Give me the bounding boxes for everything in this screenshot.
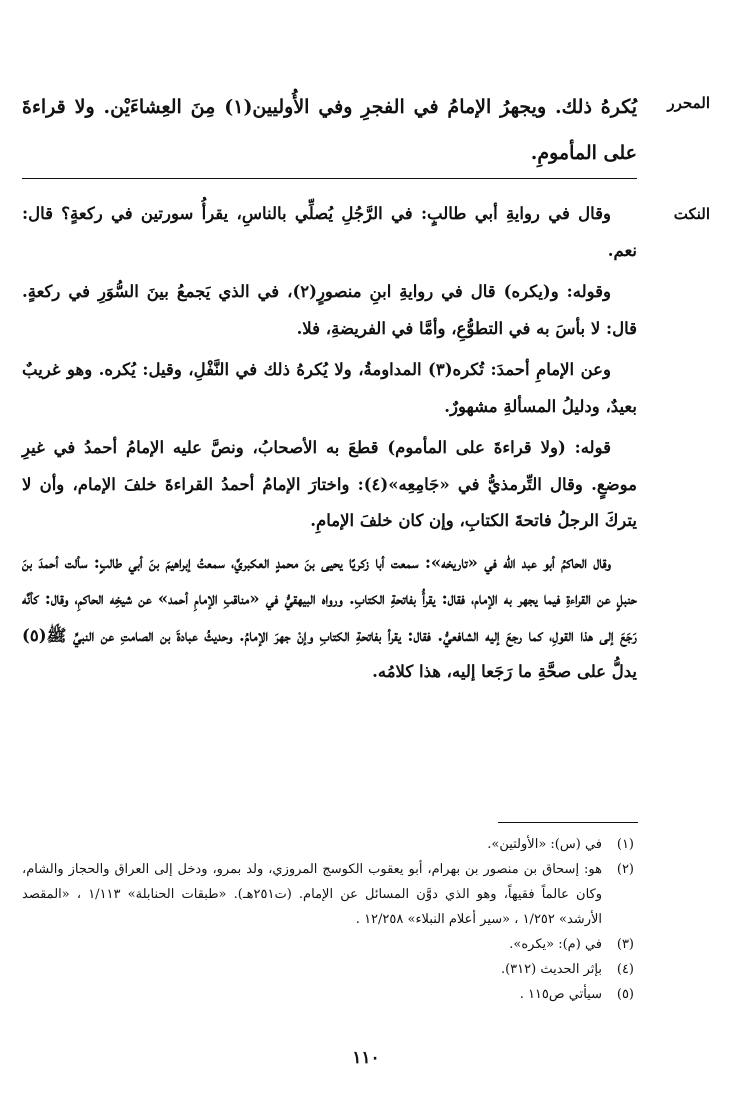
footnote-text: بإثر الحديث (٣١٢). <box>500 962 602 977</box>
footnote-divider <box>498 822 638 823</box>
footnote-item <box>22 832 634 857</box>
commentary-paragraph: وعن الإمامِ أحمدَ: تُكره(٣) المداومةُ، ولا يُكرهُ ذلك في النَّفْلِ، وقيل: يُكره. وهو غريبٌ بعيدٌ، ودليلُ المسألةِ مشهورٌ. <box>22 360 637 416</box>
footnote-text: سيأتي ص١١٥ . <box>519 987 602 1002</box>
footnote-text: في (م): «يكره». <box>509 937 602 952</box>
footnote-number: (٢) <box>616 862 634 877</box>
commentary-paragraph: وقال في روايةِ أبي طالبٍ: في الرَّجُلِ يُصلِّي بالناسِ، يقرأُ سورتين في ركعةٍ؟ قال: نعم. <box>22 204 637 260</box>
footnote-number: (١) <box>616 837 634 852</box>
commentary-paragraph: وقوله: و(يكره) قال في روايةِ ابنِ منصورٍ(٢)، في الذي يَجمعُ بينَ السُّوَرِ في ركعةٍ. قال: لا بأسَ به في التطوُّعِ، وأمَّا في الفريضةِ، فلا. <box>22 282 637 338</box>
commentary-paragraph: وقال الحاكمُ أبو عبد الله في «تاريخه»: سمعت أبا زكريًا يحيى بنَ محمدٍ العكبريَّ، سمعتُ إبراهيمَ بنَ أبي طالبٍ: سألت أحمدَ بنَ حنبلٍ عن القراءةِ فيما يجهر به الإمام، فقال: يقرأُ بفاتحةِ الكتابِ. ورواه البيهقيُّ في «مناقبِ الإمامِ أحمد» عن شيخِه الحاكمِ، وقال: كأنَّه رَجَعَ إلى هذا القولِ، كما رجعَ إليه الشافعيُّ. فقال: يقرأ بفاتحةِ الكتابِ وإنْ جهرَ الإمامُ. وحديثُ عبادةَ بن الصامتِ عن النبيِّ ﷺ(٥) يدلُّ على صحَّةِ ما رَجَعا إليه، هذا كلامُه. <box>22 552 637 681</box>
section-divider <box>22 178 637 179</box>
footnote-item <box>22 857 634 932</box>
footnote-text: في (س): «الأولتين». <box>487 837 602 852</box>
footnote-item <box>22 982 634 1007</box>
footnotes <box>22 832 634 1007</box>
footnote-text: هو: إسحاق بن منصور بن بهرام، أبو يعقوب الكوسج المروزي، ولد بمرو، ودخل إلى العراق والحجاز والشام، وكان عالماً فقيهاً، وهو الذي دوَّن المسائل عن الإمام. (ت٢٥١هـ). «طبقات الحنابلة» ١/١١٣ ، «المقصد الأرشد» ١/٢٥٢ ، «سير أعلام النبلاء» ١٢/٢٥٨ . <box>22 862 602 927</box>
nukat-commentary <box>22 196 637 696</box>
margin-label-nukat: النكت <box>673 205 710 223</box>
footnote-number: (٣) <box>616 937 634 952</box>
footnote-number: (٥) <box>616 987 634 1002</box>
footnote-item <box>22 957 634 982</box>
margin-label-muharrar: المحرر <box>667 94 710 112</box>
commentary-paragraph: قوله: (ولا قراءةَ على المأموم) قطعَ به الأصحابُ، ونصَّ عليه الإمامُ أحمدُ في غيرِ موضعٍ. وقال التِّرمذيُّ في «جَامِعِه»(٤): واختارَ الإمامُ أحمدُ القراءةَ خلفَ الإمام، وأن لا يتركَ الرجلُ فاتحةَ الكتابِ، وإن كان خلفَ الإمامِ. <box>22 438 637 530</box>
footnote-item <box>22 932 634 957</box>
page-number: ١١٠ <box>352 1048 380 1068</box>
footnote-number: (٤) <box>616 962 634 977</box>
muharrar-text: يُكرهُ ذلك. ويجهرُ الإمامُ في الفجرِ وفي الأُوليين(١) مِنَ العِشاءَيْن. ولا قراءةَ على المأمومِ. <box>22 96 638 164</box>
